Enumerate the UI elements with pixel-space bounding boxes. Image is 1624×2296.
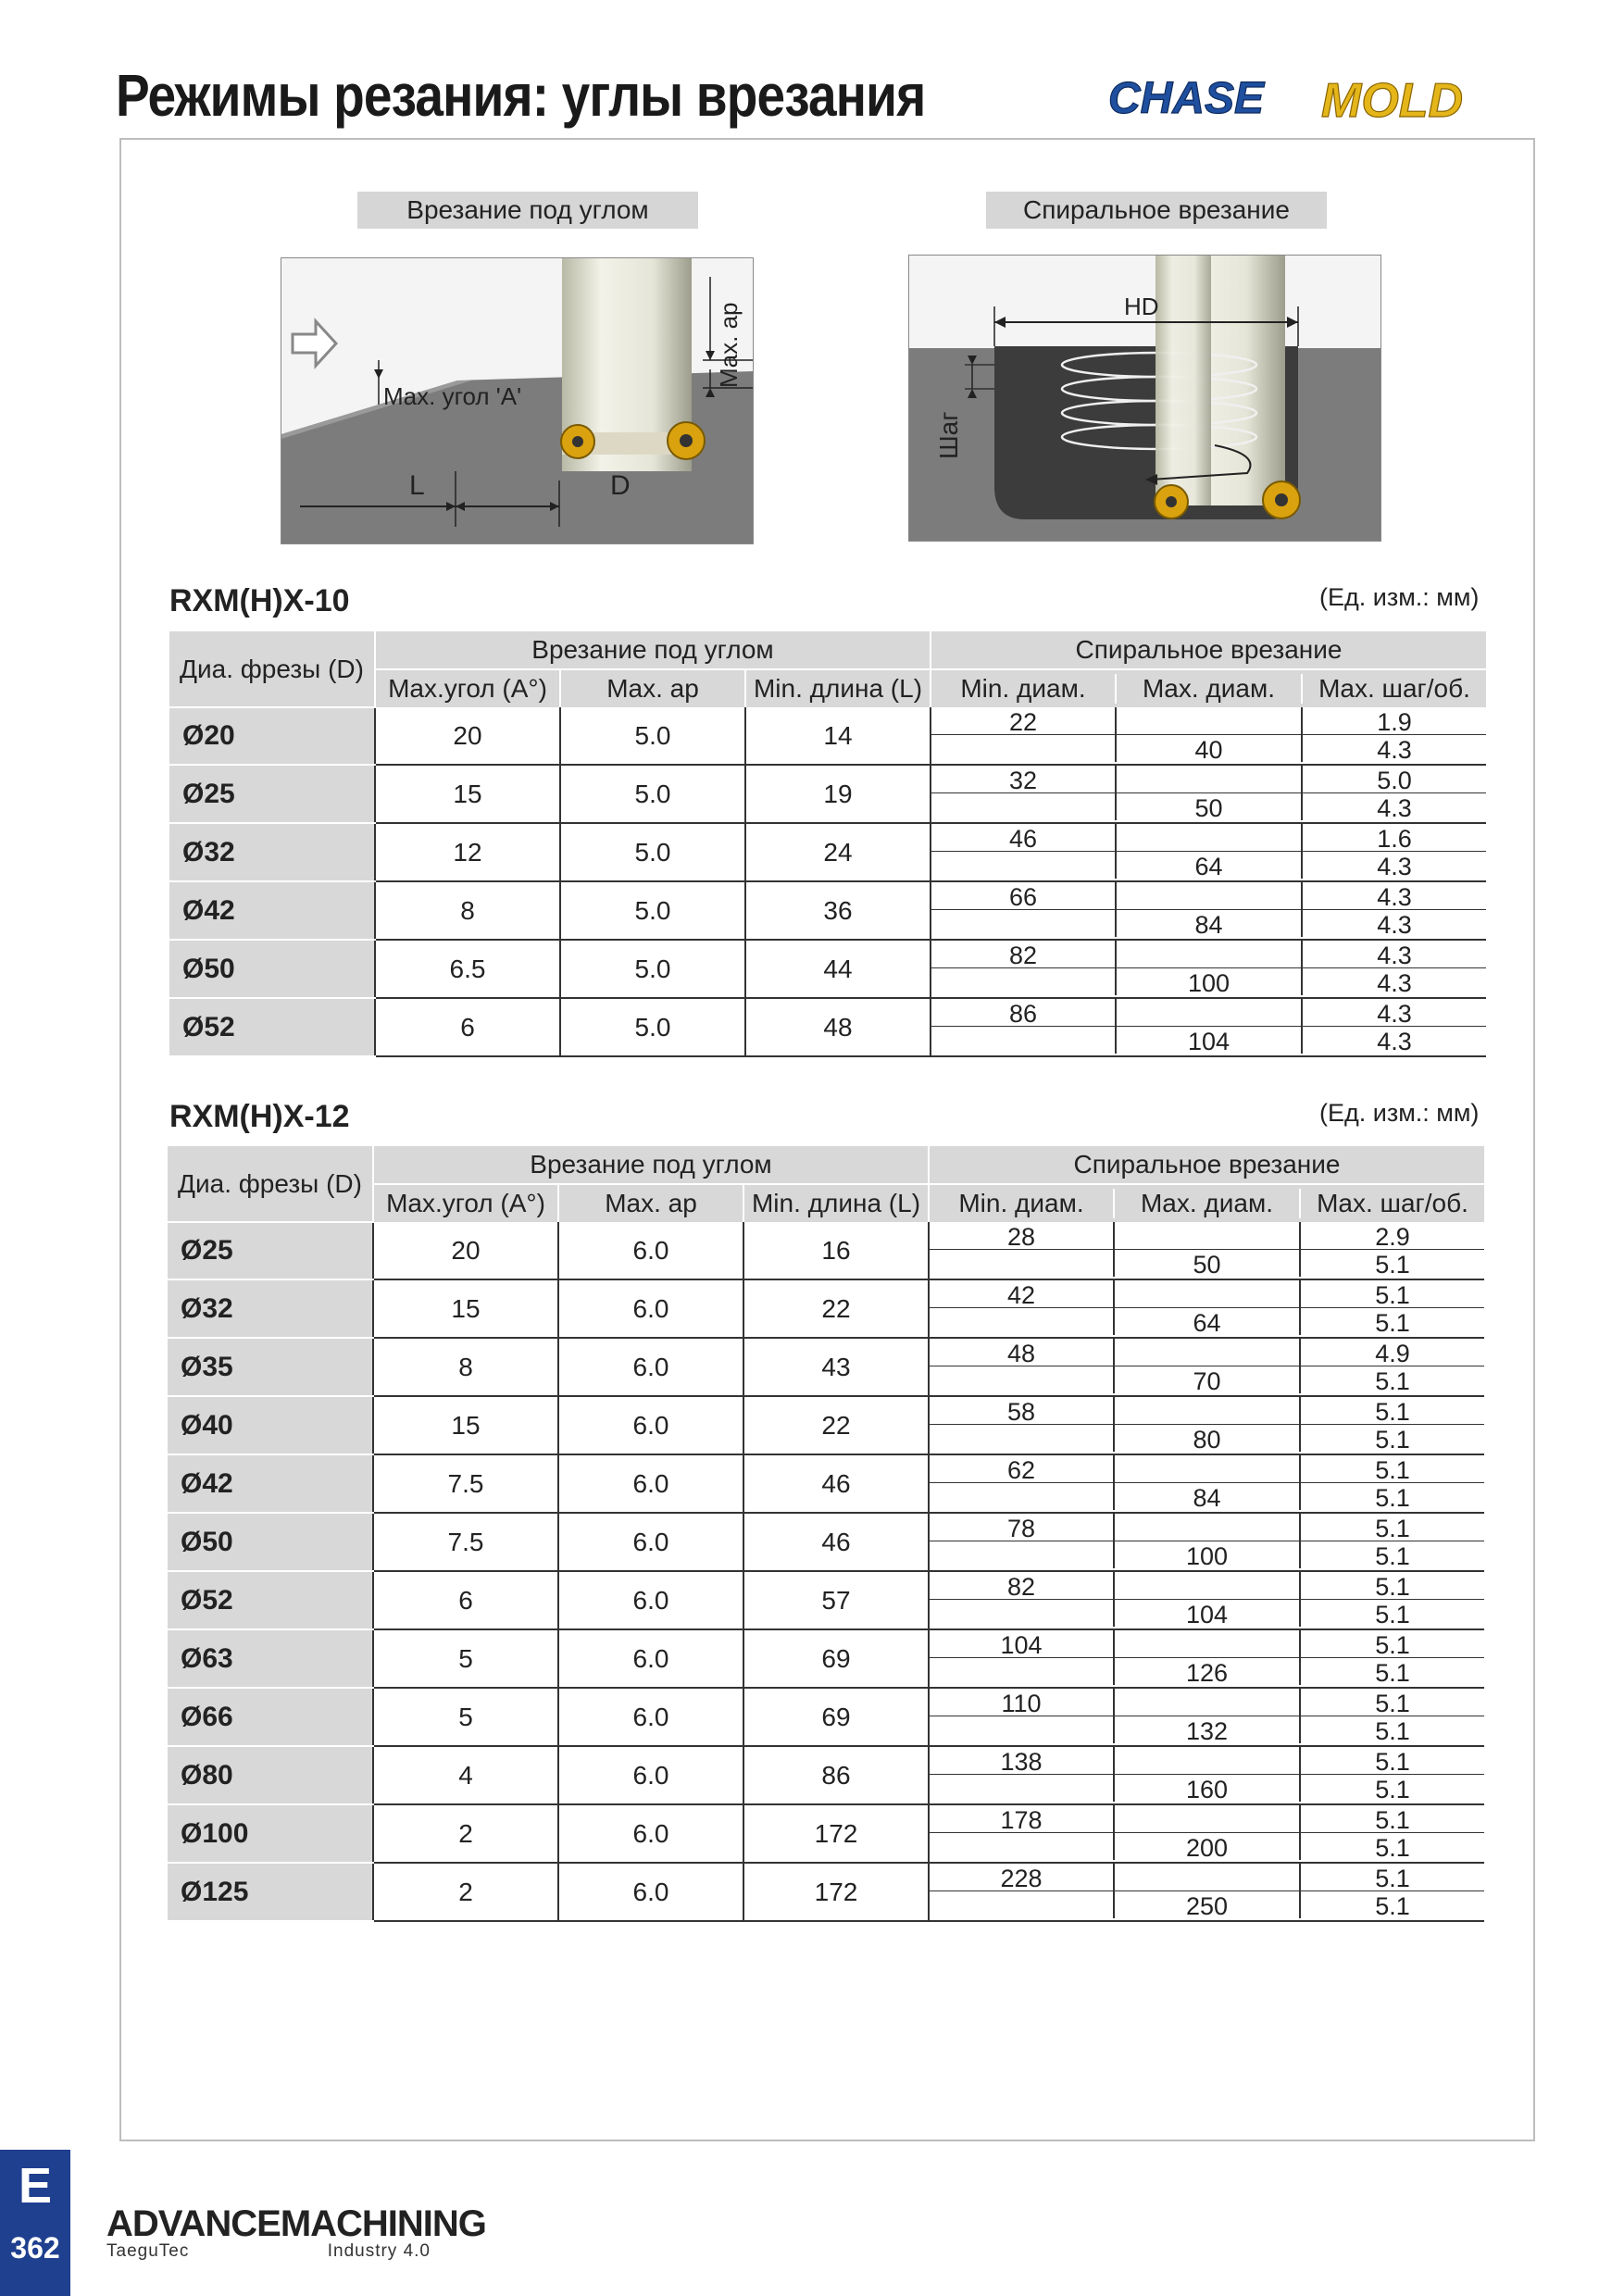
cell-pitch-min: 4.9 (1301, 1339, 1484, 1366)
cell-pitch-max: 5.1 (1375, 1659, 1410, 1687)
cell-empty (1115, 1572, 1301, 1600)
cell-max-angle: 6 (373, 1571, 558, 1629)
cell-empty (931, 1027, 1117, 1054)
cell-empty (930, 1250, 1115, 1277)
cell-max-angle: 8 (375, 881, 560, 940)
cell-max-angle: 7.5 (373, 1454, 558, 1513)
cell-empty (1115, 1280, 1301, 1308)
cell-max-dia: 200 (1115, 1833, 1301, 1860)
cell-pitch-min: 5.1 (1301, 1572, 1484, 1600)
brand-logo (106, 2203, 486, 2262)
cell-min-dia: 228 (930, 1864, 1115, 1891)
cell-dia: Ø50 (168, 1513, 373, 1571)
pitch-label: Шаг (934, 411, 963, 459)
cell-max-dia: 100 (1115, 1541, 1301, 1568)
cell-empty (930, 1833, 1115, 1860)
d-label: D (610, 470, 631, 501)
th-ramp-group: Врезание под углом (373, 1146, 929, 1184)
cell-spiral (931, 707, 1486, 765)
page-number: 362 (10, 2231, 60, 2265)
th-dia: Диа. фрезы (D) (168, 1146, 373, 1222)
cell-max-angle: 5 (373, 1688, 558, 1746)
cell-min-len: 14 (745, 707, 931, 765)
cell-spiral (929, 1863, 1484, 1921)
cell-max-ap: 6.0 (558, 1688, 743, 1746)
cell-empty (1115, 1339, 1301, 1366)
cell-dia: Ø32 (169, 823, 375, 881)
cell-spiral (929, 1454, 1484, 1513)
section-letter: E (18, 2158, 53, 2214)
cell-min-dia: 42 (930, 1280, 1115, 1308)
cell-empty (930, 1775, 1115, 1802)
cell-max-angle: 5 (373, 1629, 558, 1688)
table-row (168, 1804, 1484, 1863)
cell-spiral (929, 1629, 1484, 1688)
table-row (168, 1688, 1484, 1746)
cell-max-angle: 2 (373, 1863, 558, 1921)
chasemold-logo (1106, 67, 1532, 131)
cell-max-ap: 6.0 (558, 1454, 743, 1513)
page-title: Режимы резания: углы врезания (116, 62, 926, 129)
cell-pitch-min: 5.1 (1301, 1455, 1484, 1483)
cell-min-dia: 46 (931, 824, 1117, 852)
cell-dia: Ø66 (168, 1688, 373, 1746)
cell-empty (930, 1366, 1115, 1393)
cell-spiral (929, 1746, 1484, 1804)
cell-min-len: 16 (743, 1222, 929, 1279)
cell-empty (930, 1308, 1115, 1335)
cell-max-ap: 6.0 (558, 1863, 743, 1921)
cell-empty (930, 1716, 1115, 1743)
cell-pitch-max: 5.1 (1375, 1426, 1410, 1454)
cell-max-dia: 80 (1115, 1425, 1301, 1452)
cell-max-angle: 2 (373, 1804, 558, 1863)
cell-empty (1115, 1689, 1301, 1716)
cell-dia: Ø100 (168, 1804, 373, 1863)
cell-empty (1117, 882, 1303, 910)
cell-max-ap: 5.0 (560, 940, 745, 998)
cell-min-dia: 32 (931, 766, 1117, 793)
th-max-angle: Max.угол (A°) (373, 1184, 558, 1222)
table-row (168, 1279, 1484, 1338)
cell-pitch-max: 5.1 (1375, 1892, 1410, 1920)
cell-empty (1117, 766, 1303, 793)
cell-dia: Ø32 (168, 1279, 373, 1338)
th-max-ap: Max. ap (560, 669, 745, 707)
cell-min-dia: 78 (930, 1514, 1115, 1541)
cell-max-ap: 6.0 (558, 1804, 743, 1863)
ramping-diagram (281, 257, 754, 544)
cell-max-ap: 6.0 (558, 1338, 743, 1396)
cell-pitch-max: 4.3 (1377, 794, 1412, 822)
cell-pitch-max: 5.1 (1375, 1542, 1410, 1570)
cell-empty (931, 968, 1117, 995)
table-row (169, 765, 1486, 823)
cell-spiral (931, 940, 1486, 998)
cell-max-angle: 4 (373, 1746, 558, 1804)
th-max-ap: Max. ap (558, 1184, 743, 1222)
cell-spiral (931, 765, 1486, 823)
cell-max-dia: 104 (1115, 1600, 1301, 1627)
table-row (168, 1629, 1484, 1688)
th-max-pitch: Max. шаг/об. (1318, 674, 1470, 703)
cell-dia: Ø125 (168, 1863, 373, 1921)
cell-max-ap: 5.0 (560, 823, 745, 881)
cell-empty (931, 910, 1117, 937)
cell-max-dia: 250 (1115, 1891, 1301, 1918)
cell-max-angle: 8 (373, 1338, 558, 1396)
cell-min-len: 22 (743, 1396, 929, 1454)
section-tab (0, 2150, 70, 2296)
cell-min-len: 172 (743, 1863, 929, 1921)
cell-empty (931, 793, 1117, 820)
cell-max-dia: 64 (1117, 852, 1303, 879)
cell-empty (930, 1483, 1115, 1510)
cell-max-dia: 126 (1115, 1658, 1301, 1685)
cell-dia: Ø52 (168, 1571, 373, 1629)
cell-spiral (929, 1222, 1484, 1279)
cell-dia: Ø20 (169, 707, 375, 765)
cell-min-dia: 66 (931, 882, 1117, 910)
cell-min-dia: 22 (931, 707, 1117, 735)
table-row (168, 1454, 1484, 1513)
cell-empty (1115, 1805, 1301, 1833)
cell-min-len: 69 (743, 1629, 929, 1688)
cell-pitch-max: 5.1 (1375, 1367, 1410, 1395)
cell-min-len: 86 (743, 1746, 929, 1804)
th-min-len: Min. длина (L) (745, 669, 931, 707)
cell-empty (1117, 941, 1303, 968)
cell-max-dia: 100 (1117, 968, 1303, 995)
cell-pitch-min: 2.9 (1301, 1222, 1484, 1250)
cell-min-len: 36 (745, 881, 931, 940)
cell-max-ap: 6.0 (558, 1513, 743, 1571)
th-min-dia: Min. диам. (931, 674, 1117, 704)
cell-empty (930, 1658, 1115, 1685)
table-2-unit: (Ед. изм.: мм) (1319, 1099, 1480, 1127)
table-row (168, 1396, 1484, 1454)
cell-empty (1115, 1397, 1301, 1425)
cell-max-ap: 6.0 (558, 1279, 743, 1338)
cell-min-dia: 58 (930, 1397, 1115, 1425)
helical-illustration (909, 256, 1380, 541)
cell-max-ap: 6.0 (558, 1222, 743, 1279)
table-row (169, 823, 1486, 881)
cell-max-dia: 84 (1115, 1483, 1301, 1510)
table-1-title: RXM(H)X-10 (169, 583, 350, 618)
cell-pitch-min: 1.9 (1303, 707, 1486, 735)
logo-text-mold: MOLD (1321, 74, 1464, 128)
logo-text-chase: CHASE (1108, 74, 1265, 123)
cell-max-ap: 6.0 (558, 1746, 743, 1804)
table-row (169, 881, 1486, 940)
cell-pitch-max: 5.1 (1375, 1717, 1410, 1745)
helical-label: Спиральное врезание (986, 192, 1327, 229)
brand-right: Industry 4.0 (327, 2241, 431, 2261)
cell-min-len: 19 (745, 765, 931, 823)
cell-spiral (931, 881, 1486, 940)
cell-pitch-min: 4.3 (1303, 882, 1486, 910)
cell-min-len: 48 (745, 998, 931, 1056)
cell-dia: Ø35 (168, 1338, 373, 1396)
ap-label: Max. ap (715, 302, 743, 388)
cell-dia: Ø25 (169, 765, 375, 823)
th-dia: Диа. фрезы (D) (169, 631, 375, 707)
cell-max-dia: 50 (1117, 793, 1303, 820)
cell-max-angle: 15 (375, 765, 560, 823)
brand-main: ADVANCEMACHINING (106, 2203, 486, 2244)
cell-empty (930, 1425, 1115, 1452)
cell-pitch-min: 4.3 (1303, 941, 1486, 968)
cell-dia: Ø80 (168, 1746, 373, 1804)
cell-pitch-max: 4.3 (1377, 911, 1412, 939)
cell-empty (1115, 1514, 1301, 1541)
cell-pitch-min: 5.1 (1301, 1397, 1484, 1425)
cell-empty (930, 1891, 1115, 1918)
cell-pitch-min: 5.1 (1301, 1280, 1484, 1308)
table-row (168, 1513, 1484, 1571)
cell-min-dia: 82 (931, 941, 1117, 968)
th-min-dia: Min. диам. (930, 1189, 1115, 1218)
cell-max-dia: 40 (1117, 735, 1303, 762)
angle-label: Max. угол 'A' (383, 382, 522, 410)
cell-dia: Ø40 (168, 1396, 373, 1454)
cell-pitch-max: 4.3 (1377, 853, 1412, 880)
cell-max-angle: 6.5 (375, 940, 560, 998)
cell-max-ap: 6.0 (558, 1396, 743, 1454)
cell-max-ap: 5.0 (560, 998, 745, 1056)
cell-min-dia: 82 (930, 1572, 1115, 1600)
th-min-len: Min. длина (L) (743, 1184, 929, 1222)
cell-pitch-min: 5.1 (1301, 1805, 1484, 1833)
cell-pitch-min: 1.6 (1303, 824, 1486, 852)
cell-spiral (929, 1279, 1484, 1338)
cell-max-angle: 15 (373, 1279, 558, 1338)
cell-pitch-max: 5.1 (1375, 1309, 1410, 1337)
cell-max-dia: 160 (1115, 1775, 1301, 1802)
cell-pitch-max: 5.1 (1375, 1601, 1410, 1628)
table-rxmhx-12 (168, 1146, 1484, 1922)
cell-min-dia: 28 (930, 1222, 1115, 1250)
cell-pitch-max: 5.1 (1375, 1251, 1410, 1279)
cell-spiral (929, 1513, 1484, 1571)
table-row (168, 1571, 1484, 1629)
cell-max-dia: 104 (1117, 1027, 1303, 1054)
cell-spiral (931, 998, 1486, 1056)
cell-min-dia: 110 (930, 1689, 1115, 1716)
th-max-angle: Max.угол (A°) (375, 669, 560, 707)
cell-empty (930, 1600, 1115, 1627)
th-max-dia: Max. диам. (1115, 1189, 1301, 1218)
cell-min-len: 69 (743, 1688, 929, 1746)
cell-pitch-max: 4.3 (1377, 1028, 1412, 1055)
table-row (169, 940, 1486, 998)
th-helix-group: Спиральное врезание (931, 631, 1486, 669)
cell-empty (1115, 1455, 1301, 1483)
table-row (169, 707, 1486, 765)
cell-min-dia: 104 (930, 1630, 1115, 1658)
cell-min-len: 172 (743, 1804, 929, 1863)
cell-empty (1115, 1747, 1301, 1775)
cell-spiral (929, 1571, 1484, 1629)
cell-max-dia: 70 (1115, 1366, 1301, 1393)
cell-empty (1115, 1630, 1301, 1658)
table-row (168, 1746, 1484, 1804)
th-ramp-group: Врезание под углом (375, 631, 931, 669)
cell-dia: Ø52 (169, 998, 375, 1056)
table-row (169, 998, 1486, 1056)
cell-min-len: 24 (745, 823, 931, 881)
cell-min-dia: 138 (930, 1747, 1115, 1775)
cell-max-angle: 20 (375, 707, 560, 765)
helical-diagram (908, 255, 1381, 542)
cell-max-dia: 50 (1115, 1250, 1301, 1277)
cell-max-angle: 7.5 (373, 1513, 558, 1571)
th-max-pitch: Max. шаг/об. (1317, 1189, 1468, 1217)
cell-max-ap: 6.0 (558, 1571, 743, 1629)
cell-max-angle: 12 (375, 823, 560, 881)
cell-min-len: 22 (743, 1279, 929, 1338)
table-row (168, 1863, 1484, 1921)
cell-max-dia: 64 (1115, 1308, 1301, 1335)
cell-min-len: 57 (743, 1571, 929, 1629)
cell-min-len: 46 (743, 1454, 929, 1513)
cell-empty (931, 735, 1117, 762)
cell-pitch-max: 4.3 (1377, 969, 1412, 997)
cell-max-ap: 5.0 (560, 707, 745, 765)
cell-max-ap: 5.0 (560, 765, 745, 823)
cell-pitch-min: 5.1 (1301, 1630, 1484, 1658)
cell-empty (1117, 999, 1303, 1027)
cell-empty (1115, 1864, 1301, 1891)
th-max-dia: Max. диам. (1117, 674, 1303, 704)
cell-max-dia: 132 (1115, 1716, 1301, 1743)
table-rxmhx-10 (169, 631, 1486, 1057)
cell-dia: Ø42 (168, 1454, 373, 1513)
cell-empty (1117, 707, 1303, 735)
cell-min-len: 43 (743, 1338, 929, 1396)
table-row (168, 1338, 1484, 1396)
cell-spiral (929, 1804, 1484, 1863)
cell-max-dia: 84 (1117, 910, 1303, 937)
table-row (168, 1222, 1484, 1279)
cell-pitch-min: 5.0 (1303, 766, 1486, 793)
cell-pitch-min: 5.1 (1301, 1864, 1484, 1891)
cell-max-ap: 6.0 (558, 1629, 743, 1688)
ramping-illustration (281, 258, 753, 543)
cell-empty (1115, 1222, 1301, 1250)
brand-left: TaeguTec (106, 2241, 190, 2261)
cell-empty (930, 1541, 1115, 1568)
cell-pitch-max: 5.1 (1375, 1834, 1410, 1862)
cell-max-angle: 15 (373, 1396, 558, 1454)
cell-empty (931, 852, 1117, 879)
cell-spiral (929, 1396, 1484, 1454)
cell-dia: Ø50 (169, 940, 375, 998)
cell-pitch-max: 5.1 (1375, 1776, 1410, 1803)
cell-pitch-min: 4.3 (1303, 999, 1486, 1027)
cell-pitch-min: 5.1 (1301, 1689, 1484, 1716)
cell-min-dia: 48 (930, 1339, 1115, 1366)
table-2-title: RXM(H)X-12 (169, 1099, 350, 1134)
cell-spiral (931, 823, 1486, 881)
cell-dia: Ø42 (169, 881, 375, 940)
l-label: L (409, 470, 425, 501)
cell-pitch-max: 4.3 (1377, 736, 1412, 764)
th-helix-group: Спиральное врезание (929, 1146, 1484, 1184)
cell-dia: Ø63 (168, 1629, 373, 1688)
cell-min-len: 44 (745, 940, 931, 998)
cell-pitch-min: 5.1 (1301, 1747, 1484, 1775)
cell-spiral (929, 1688, 1484, 1746)
cell-empty (1117, 824, 1303, 852)
cell-min-len: 46 (743, 1513, 929, 1571)
cell-min-dia: 86 (931, 999, 1117, 1027)
hd-label: HD (1124, 293, 1159, 320)
ramping-label: Врезание под углом (357, 192, 698, 229)
table-1-unit: (Ед. изм.: мм) (1319, 583, 1480, 611)
cell-spiral (929, 1338, 1484, 1396)
cell-max-angle: 6 (375, 998, 560, 1056)
cell-dia: Ø25 (168, 1222, 373, 1279)
cell-pitch-max: 5.1 (1375, 1484, 1410, 1512)
cell-min-dia: 178 (930, 1805, 1115, 1833)
cell-max-ap: 5.0 (560, 881, 745, 940)
cell-max-angle: 20 (373, 1222, 558, 1279)
cell-min-dia: 62 (930, 1455, 1115, 1483)
cell-pitch-min: 5.1 (1301, 1514, 1484, 1541)
